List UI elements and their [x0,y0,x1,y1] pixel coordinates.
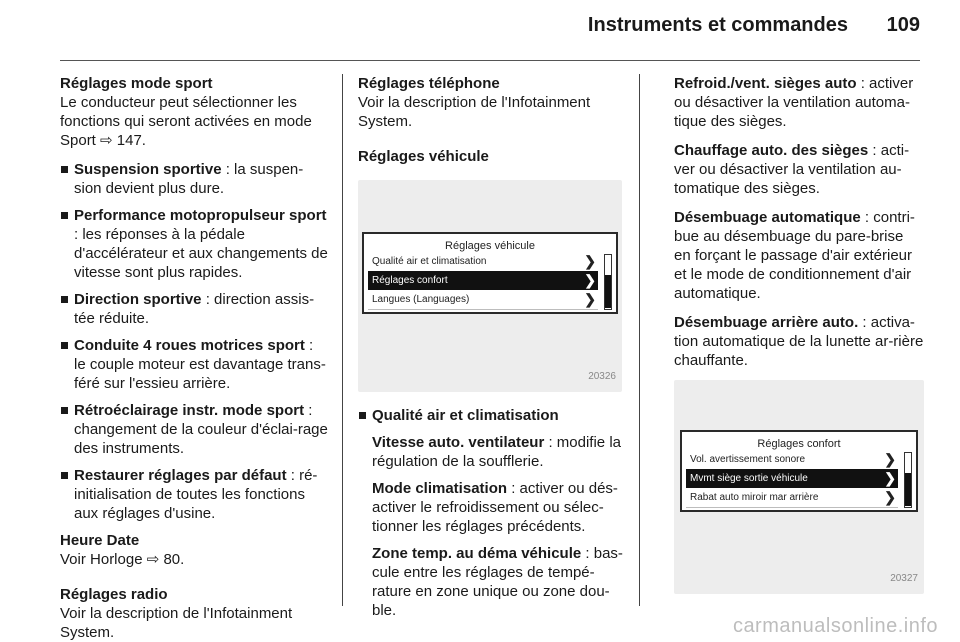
section-heading: Réglages mode sport [60,75,213,92]
page-reference: 147. [116,132,146,149]
subitem [358,433,626,471]
chevron-right-icon: ❯ [884,489,896,505]
chevron-right-icon: ❯ [584,253,596,269]
scrollbar-thumb [605,275,611,308]
definition-text: : activa-tion automatique de la lunette ar-rière chauffante. [674,314,924,369]
screen-title: Réglages véhicule [445,240,535,252]
screen-title: Réglages confort [757,438,841,450]
column-divider [342,74,343,606]
subitem-text: : activer ou dés-activer le refroidissement ou sélec-tionner les réglages précédents. [372,480,618,535]
display-figure [358,180,622,392]
definition-term: Refroid./vent. sièges auto [674,75,857,92]
chevron-right-icon: ❯ [884,451,896,467]
header-title: Instruments et commandes [587,14,848,36]
paragraph-text: Le conducteur peut sélectionner les fonctions qui seront activées en mode Sport [60,94,312,149]
subitem [358,544,626,620]
figure-number: 20327 [890,573,918,584]
square-bullet-icon [61,342,68,349]
bullet-heading: Qualité air et climatisation [372,407,559,424]
menu-item [686,450,898,470]
bullet-text: : changement de la couleur d'éclai-rage des instruments. [74,402,328,457]
definition-list [674,74,924,370]
ref-arrow-icon: ⇨ [146,551,160,568]
square-bullet-icon [359,412,366,419]
paragraph-text: Voir la description de l'Infotainment System. [358,94,591,130]
menu-item [368,271,598,290]
scrollbar [904,452,912,508]
figure-number: 20326 [588,371,616,382]
column-3 [674,74,924,594]
scrollbar-thumb [905,473,911,506]
bullet-term: Suspension sportive [74,161,222,178]
menu-item [686,469,898,488]
ref-arrow-icon: ⇨ [100,132,113,149]
menu-item [368,252,598,272]
bullet-text: : la suspen-sion devient plus dure. [74,161,304,197]
page-number: 109 [886,14,920,36]
bullet-item [358,406,626,425]
menu-item-label: Rabat auto miroir mar arrière [690,492,819,503]
column-2 [358,74,626,628]
section-heading: Réglages téléphone [358,75,500,92]
square-bullet-icon [61,407,68,414]
header-divider [60,60,920,61]
subitem-text: : modifie la régulation de la soufflerie. [372,434,621,470]
bullet-item [60,336,328,393]
display-screen [362,232,618,314]
bullet-text: : direction assis-tée réduite. [74,291,315,327]
subitem-list [358,433,626,620]
square-bullet-icon [61,166,68,173]
bullet-text: : les réponses à la pédale d'accélérateur et aux changements de vitesse sont plus rapides. [74,226,328,281]
subitem [358,479,626,536]
display-figure [674,380,924,594]
bullet-term: Direction sportive [74,291,202,308]
square-bullet-icon [61,212,68,219]
definition-text: : activer ou désactiver la ventilation automa-tique des sièges. [674,75,914,130]
menu-item-label: Qualité air et climatisation [372,256,487,267]
bullet-list [60,160,328,523]
menu-item-label: Langues (Languages) [372,294,470,305]
bullet-item [60,466,328,523]
menu-item [686,488,898,508]
column-divider [639,74,640,606]
paragraph-text: Voir Horloge [60,551,143,568]
bullet-text: : ré-initialisation de toutes les fonctions aux réglages d'usine. [74,467,318,522]
paragraph-text: Voir la description de l'Infotainment System. [60,605,293,641]
menu-item-label: Vol. avertissement sonore [690,454,806,465]
bullet-term: Performance motopropulseur sport [74,207,327,224]
menu-item-label: Mvmt siège sortie véhicule [690,473,808,484]
definition-item [674,141,924,198]
bullet-item [60,290,328,328]
scrollbar [604,254,612,310]
column-1 [60,74,328,642]
square-bullet-icon [61,472,68,479]
display-screen [680,430,918,512]
paragraph [60,550,328,569]
section-heading: Réglages véhicule [358,148,489,165]
bullet-item [60,160,328,198]
definition-text: : contri-bue au désembuage du pare-brise en forçant le passage d'air extérieur et le mode de conditionnement d'air automatique. [674,209,915,302]
bullet-item [60,401,328,458]
definition-text: : acti-ver ou désactiver la ventilation au-tomatique des sièges. [674,142,910,197]
paragraph [60,93,328,150]
section-heading: Heure Date [60,532,140,549]
section-heading: Réglages radio [60,586,168,603]
subitem-term: Zone temp. au déma véhicule [372,545,582,562]
definition-term: Désembuage arrière auto. [674,314,859,331]
bullet-term: Rétroéclairage instr. mode sport [74,402,305,419]
definition-item [674,74,924,131]
page-reference: 80. [163,551,185,568]
menu-item [368,290,598,310]
subitem-text: : bas-cule entre les réglages de tempé-rature en zone unique ou zone dou-ble. [372,545,623,619]
chevron-right-icon: ❯ [584,272,596,288]
bullet-text: : le couple moteur est davantage trans-féré sur l'essieu arrière. [74,337,326,392]
bullet-item [60,206,328,282]
subitem-term: Vitesse auto. ventilateur [372,434,545,451]
menu-item-label: Réglages confort [372,275,448,286]
bullet-term: Conduite 4 roues motrices sport [74,337,305,354]
chevron-right-icon: ❯ [584,291,596,307]
square-bullet-icon [61,296,68,303]
subitem-term: Mode climatisation [372,480,508,497]
definition-term: Chauffage auto. des sièges [674,142,869,159]
chevron-right-icon: ❯ [884,470,896,486]
watermark: carmanualsonline.info [732,615,938,637]
definition-item [674,208,924,303]
definition-item [674,313,924,370]
definition-term: Désembuage automatique [674,209,861,226]
bullet-term: Restaurer réglages par défaut [74,467,287,484]
